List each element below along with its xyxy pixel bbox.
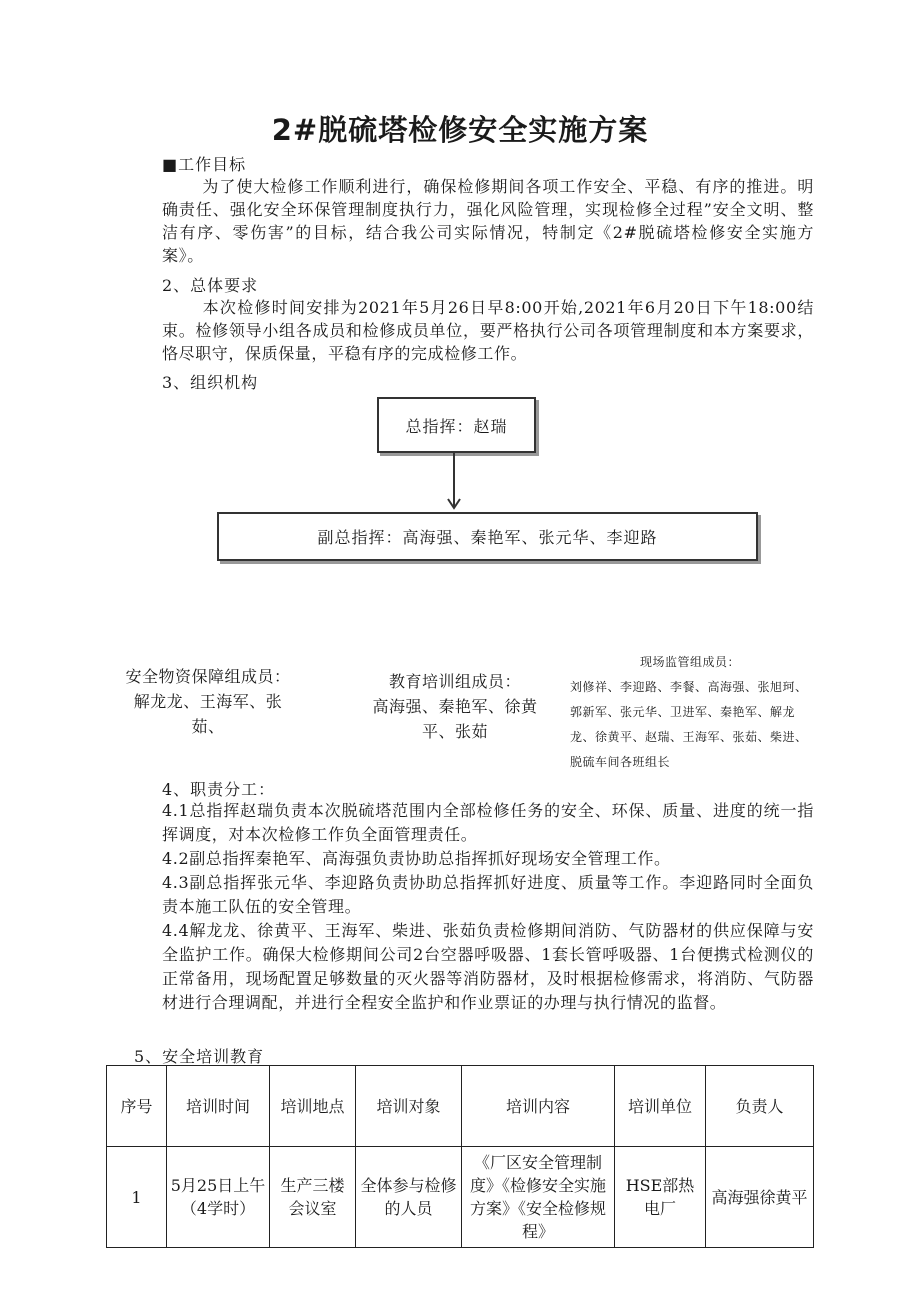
cell-audience: 全体参与检修的人员 bbox=[356, 1147, 462, 1248]
cell-owner: 高海强徐黄平 bbox=[706, 1147, 814, 1248]
org-group-training bbox=[360, 669, 550, 744]
page-title: 2#脱硫塔检修安全实施方案 bbox=[271, 113, 649, 147]
org-group-name: 教育培训组成员： bbox=[388, 672, 521, 691]
org-group-name: 现场监管组成员： bbox=[639, 655, 740, 669]
col-header-time: 培训时间 bbox=[167, 1066, 270, 1147]
org-chief-label: 总指挥：赵瑞 bbox=[405, 416, 508, 436]
table-header-row bbox=[107, 1066, 814, 1147]
section-duties-heading: 4、职责分工： bbox=[162, 780, 276, 799]
col-header-content: 培训内容 bbox=[462, 1066, 615, 1147]
org-group-site-supervision bbox=[570, 650, 810, 775]
section-requirements-heading: 2、总体要求 bbox=[162, 276, 259, 295]
org-group-safety-materials bbox=[108, 664, 308, 739]
table-row bbox=[107, 1147, 814, 1248]
section-goal-heading: ■工作目标 bbox=[162, 155, 247, 174]
section-organization-heading: 3、组织机构 bbox=[162, 373, 259, 392]
org-group-name: 安全物资保障组成员： bbox=[125, 667, 291, 686]
section-requirements-text: 本次检修时间安排为2021年5月26日早8:00开始,2021年6月20日下午18:00结束。检修领导小组各成员和检修成员单位，要严格执行公司各项管理制度和本方案要求，恪尽职守，保质保量，平稳有序的完成检修工作。 bbox=[162, 298, 814, 363]
duty-item: 4.2副总指挥秦艳军、高海强负责协助总指挥抓好现场安全管理工作。 bbox=[162, 849, 671, 868]
cell-time: 5月25日上午（4学时） bbox=[167, 1147, 270, 1248]
org-deputy-box bbox=[217, 512, 758, 561]
org-deputy-label: 副总指挥：高海强、秦艳军、张元华、李迎路 bbox=[317, 528, 658, 547]
org-arrow bbox=[444, 452, 464, 512]
col-header-owner: 负责人 bbox=[706, 1066, 814, 1147]
cell-content: 《厂区安全管理制度》《检修安全实施方案》《安全检修规程》 bbox=[462, 1147, 615, 1248]
col-header-audience: 培训对象 bbox=[356, 1066, 462, 1147]
col-header-index: 序号 bbox=[107, 1066, 167, 1147]
section-goal-body bbox=[162, 175, 814, 267]
org-group-members: 高海强、秦艳军、徐黄平、张茹 bbox=[372, 697, 538, 741]
duty-item: 4.3副总指挥张元华、李迎路负责协助总指挥抓好进度、质量等工作。李迎路同时全面负责本施工队伍的安全管理。 bbox=[162, 873, 814, 916]
section-goal-text: 为了使大检修工作顺利进行，确保检修期间各项工作安全、平稳、有序的推进。明确责任、强化安全环保管理制度执行力，强化风险管理，实现检修全过程”安全文明、整洁有序、零伤害”的目标，结合我公司实际情况，特制定《2#脱硫塔检修安全实施方案》。 bbox=[162, 177, 814, 265]
org-group-members: 刘修祥、李迎路、李餐、高海强、张旭珂、郭新军、张元华、卫进军、秦艳军、解龙龙、徐黄平、赵瑞、王海军、张茹、柴进、脱硫车间各班组长 bbox=[570, 680, 808, 769]
duty-item: 4.1总指挥赵瑞负责本次脱硫塔范围内全部检修任务的安全、环保、质量、进度的统一指挥调度，对本次检修工作负全面管理责任。 bbox=[162, 801, 814, 844]
cell-location: 生产三楼会议室 bbox=[270, 1147, 356, 1248]
section-training-heading: 5、安全培训教育 bbox=[134, 1047, 265, 1066]
section-duties-list bbox=[162, 799, 814, 1015]
section-requirements-body bbox=[162, 296, 814, 365]
cell-unit: HSE部热电厂 bbox=[615, 1147, 706, 1248]
col-header-location: 培训地点 bbox=[270, 1066, 356, 1147]
org-chief-box bbox=[377, 397, 536, 453]
training-table bbox=[106, 1065, 814, 1248]
duty-item: 4.4解龙龙、徐黄平、王海军、柴进、张茹负责检修期间消防、气防器材的供应保障与安全监护工作。确保大检修期间公司2台空器呼吸器、1套长管呼吸器、1台便携式检测仪的正常备用，现场配置足够数量的灭火器等消防器材，及时根据检修需求，将消防、气防器材进行合理调配，并进行全程安全监护和作业票证的办理与执行情况的监督。 bbox=[162, 921, 814, 1012]
org-group-members: 解龙龙、王海军、张茹、 bbox=[133, 692, 283, 736]
col-header-unit: 培训单位 bbox=[615, 1066, 706, 1147]
cell-index: 1 bbox=[107, 1147, 167, 1248]
